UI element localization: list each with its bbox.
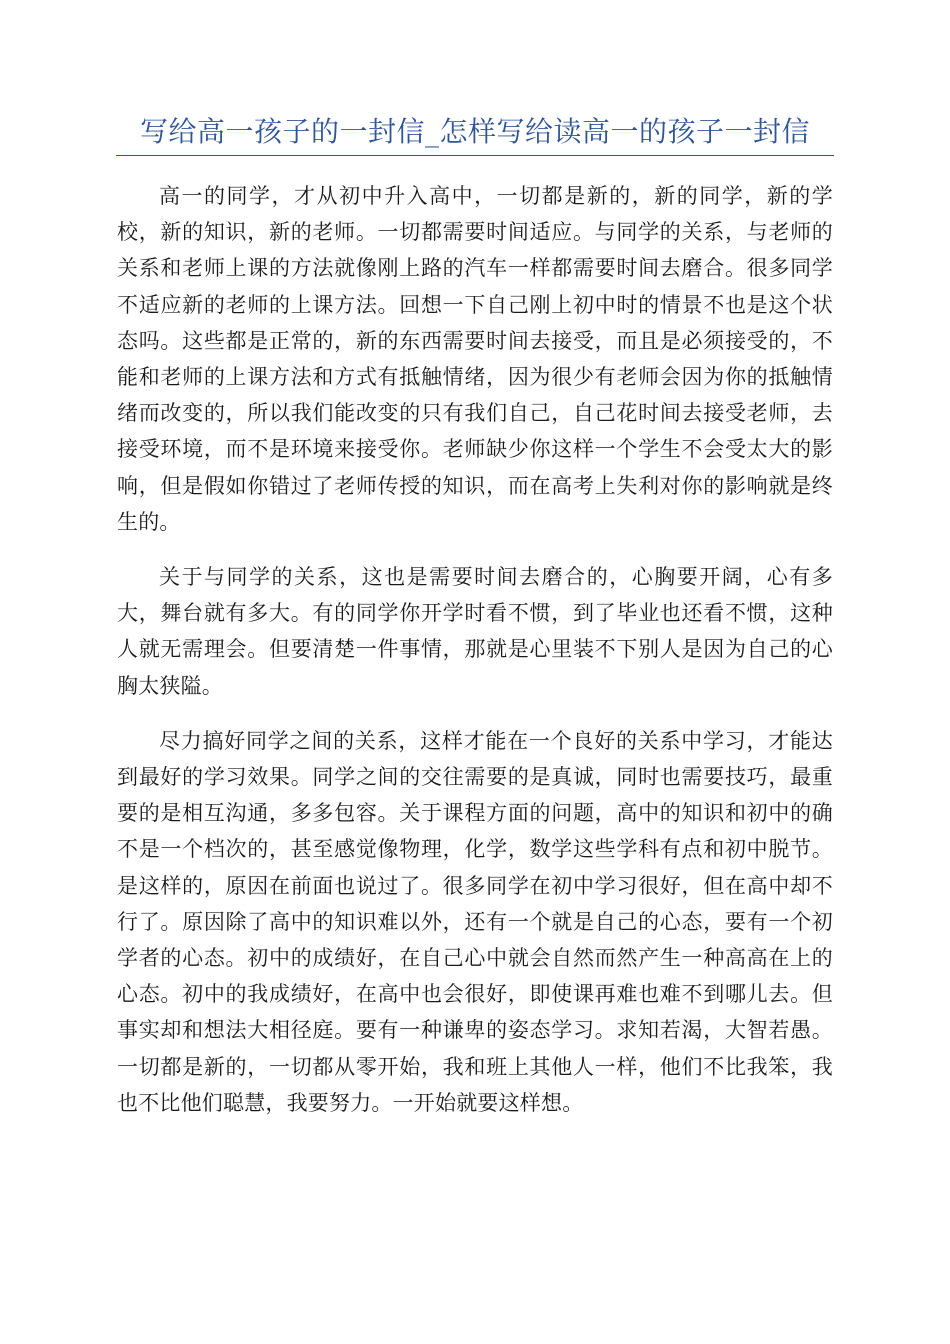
document-title: 写给高一孩子的一封信_怎样写给读高一的孩子一封信 <box>139 115 810 148</box>
paragraph-1: 高一的同学，才从初中升入高中，一切都是新的，新的同学，新的学校，新的知识，新的老师。一切都需要时间适应。与同学的关系，与老师的关系和老师上课的方法就像刚上路的汽车一样都需要时间去磨合。很多同学不适应新的老师的上课方法。回想一下自己刚上初中时的情景不也是这个状态吗。这些都是正常的，新的东西需要时间去接受，而且是必须接受的，不能和老师的上课方法和方式有抵触情绪，因为很少有老师会因为你的抵触情绪而改变的，所以我们能改变的只有我们自己，自己花时间去接受老师，去接受环境，而不是环境来接受你。老师缺少你这样一个学生不会受太大的影响，但是假如你错过了老师传授的知识，而在高考上失利对你的影响就是终生的。 <box>117 184 833 534</box>
paragraph-3: 尽力搞好同学之间的关系，这样才能在一个良好的关系中学习，才能达到最好的学习效果。同学之间的交往需要的是真诚，同时也需要技巧，最重要的是相互沟通，多多包容。关于课程方面的问题，高中的知识和初中的确不是一个档次的，甚至感觉像物理，化学，数学这些学科有点和初中脱节。是这样的，原因在前面也说过了。很多同学在初中学习很好，但在高中却不行了。原因除了高中的知识难以外，还有一个就是自己的心态，要有一个初学者的心态。初中的成绩好，在自己心中就会自然而然产生一种高高在上的心态。初中的我成绩好，在高中也会很好，即使课再难也难不到哪儿去。但事实却和想法大相径庭。要有一种谦卑的姿态学习。求知若渴，大智若愚。一切都是新的，一切都从零开始，我和班上其他人一样，他们不比我笨，我也不比他们聪慧，我要努力。一开始就要这样想。 <box>117 728 833 1115</box>
title-underline <box>116 155 834 156</box>
paragraph-2: 关于与同学的关系，这也是需要时间去磨合的，心胸要开阔，心有多大，舞台就有多大。有的同学你开学时看不惯，到了毕业也还看不惯，这种人就无需理会。但要清楚一件事情，那就是心里装不下别人是因为自己的心胸太狭隘。 <box>117 565 833 698</box>
document-body <box>117 178 833 1140</box>
